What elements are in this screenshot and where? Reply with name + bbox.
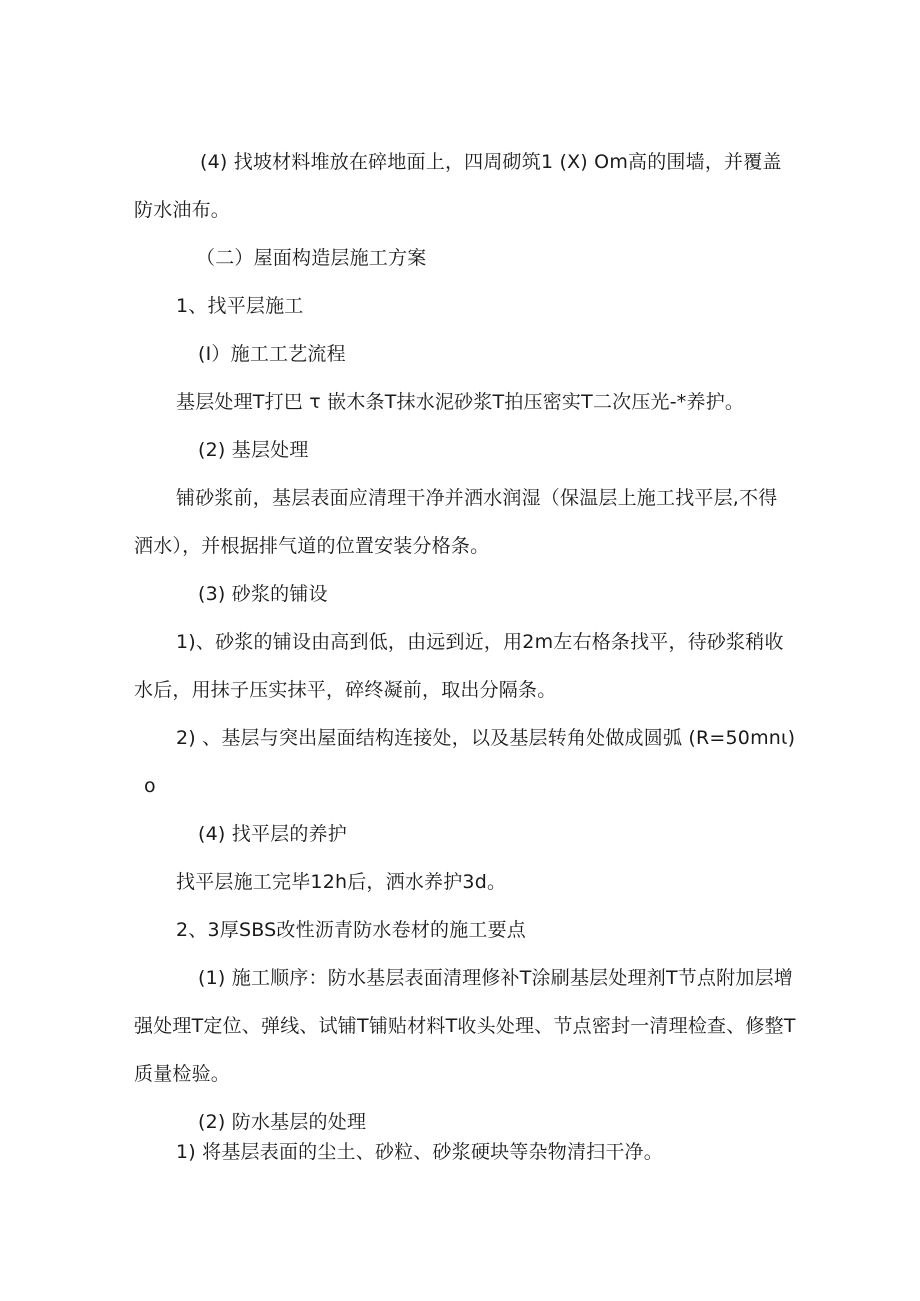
subsection-heading: 2、3厚SBS改性沥青防水卷材的施工要点 (176, 919, 526, 941)
item-heading: (3) 砂浆的铺设 (198, 583, 328, 605)
paragraph-line: 基层处理T打巴 τ 嵌木条T抹水泥砂浆T拍压密实T二次压光-*养护。 (176, 391, 745, 413)
item-heading: (2) 基层处理 (198, 439, 309, 461)
paragraph-line: 1)、砂浆的铺设由高到低，由远到近，用2m左右格条找平，待砂浆稍收 (176, 631, 784, 653)
paragraph-line: 2) 、基层与突出屋面结构连接处，以及基层转角处做成圆弧 (R=50mnι) (176, 727, 796, 749)
item-heading: (4) 找平层的养护 (198, 823, 347, 845)
paragraph-line: 铺砂浆前，基层表面应清理干净并洒水润湿（保温层上施工找平层,不得 (176, 487, 778, 509)
paragraph-line: 强处理T定位、弹线、试铺T铺贴材料T收头处理、节点密封一清理检查、修整T (134, 1015, 796, 1037)
paragraph-line: 质量检验。 (134, 1063, 231, 1085)
paragraph-line: 1) 将基层表面的尘土、砂粒、砂浆硬块等杂物清扫干净。 (176, 1141, 663, 1163)
subsection-heading: 1、找平层施工 (176, 295, 304, 317)
item-heading: (2) 防水基层的处理 (198, 1111, 367, 1133)
paragraph-line: 洒水），并根据排气道的位置安装分格条。 (134, 535, 490, 557)
paragraph-line: (4) 找坡材料堆放在碎地面上，四周砌筑1 (X) Om高的围墙，并覆盖 (200, 151, 782, 173)
paragraph-line: o (144, 775, 156, 797)
section-heading: （二）屋面构造层施工方案 (196, 247, 427, 269)
paragraph-line: 防水油布。 (134, 199, 231, 221)
paragraph-line: 找平层施工完毕12h后，洒水养护3d。 (176, 871, 507, 893)
item-heading: (I）施工工艺流程 (198, 343, 346, 365)
paragraph-line: 水后，用抹子压实抹平，碎终凝前，取出分隔条。 (134, 679, 557, 701)
paragraph-line: (1) 施工顺序：防水基层表面清理修补T涂刷基层处理剂T节点附加层增 (198, 967, 793, 989)
